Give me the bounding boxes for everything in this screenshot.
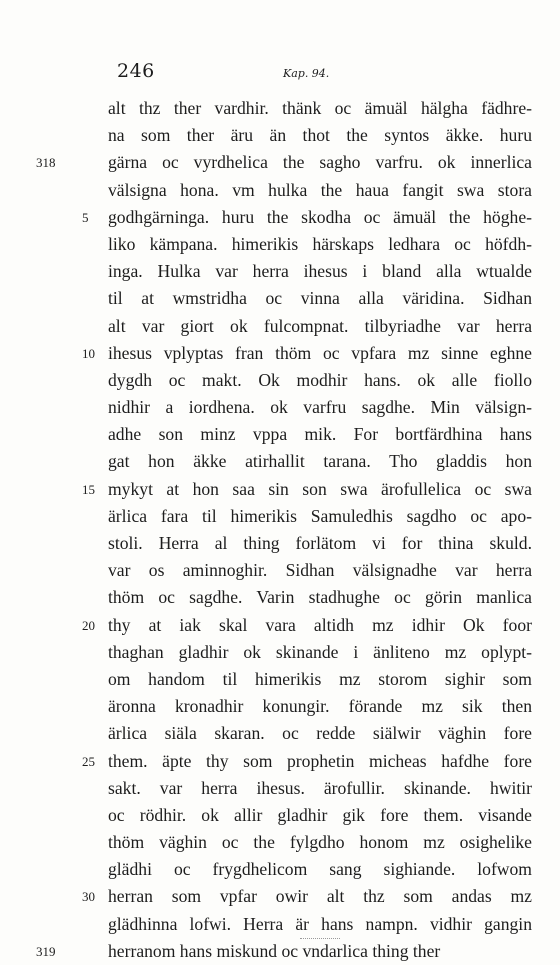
line-text: stoli. Herra al thing forlätom vi for thina skuld. [108,533,532,553]
text-line [0,258,560,285]
text-line [0,149,560,176]
line-text: them. äpte thy som prophetin micheas hafdhe fore [108,750,532,771]
text-line [0,421,560,448]
line-text: na som ther äru än thot the syntos äkke. huru [108,125,532,146]
line-text: dygdh oc makt. Ok modhir hans. ok alle fiollo [108,369,532,390]
line-text: var os aminnoghir. Sidhan välsignadhe var herra [108,560,532,581]
line-number: 10 [82,345,95,361]
text-line [0,748,560,775]
line-number: 25 [82,753,95,769]
line-number: 15 [82,481,95,497]
text-line [0,476,560,503]
text-line [0,122,560,149]
text-line [0,313,560,340]
text-line [0,448,560,475]
running-head: Kap. 94. [283,67,330,80]
text-line [0,367,560,394]
line-number: 30 [82,889,95,905]
text-line [0,503,560,530]
text-line [0,530,560,557]
text-line [0,340,560,367]
line-text: glädhi oc frygdhelicom sang sighiande. lofwom [108,859,532,880]
line-text: thöm oc sagdhe. Varin stadhughe oc görin manlica [108,587,532,608]
text-line [0,666,560,693]
text-line [0,802,560,829]
line-text: alt var giort ok fulcompnat. tilbyriadhe var herra [108,315,532,336]
text-line [0,584,560,611]
line-number: 5 [82,209,89,225]
line-text: sakt. var herra ihesus. ärofullir. skinande. hwitir [108,777,532,798]
line-text: oc rödhir. ok allir gladhir gik fore them. visande [108,804,532,825]
page-number: 246 [117,60,155,82]
text-line [0,883,560,910]
text-line [0,285,560,312]
text-line [0,177,560,204]
line-text: gärna oc vyrdhelica the sagho varfru. ok innerlica [108,152,532,173]
text-line [0,639,560,666]
text-line [0,829,560,856]
line-text: ärlica siäla skaran. oc redde siälwir väghin fore [108,723,532,744]
line-text: nidhir a iordhena. ok varfru sagdhe. Min välsign- [108,397,532,418]
line-text: ihesus vplyptas fran thöm oc vpfara mz sinne eghne [108,342,532,363]
line-number: 20 [82,617,95,633]
text-line [0,720,560,747]
line-text: mykyt at hon saa sin son swa ärofullelica oc swa [108,478,532,499]
line-text: äronna kronadhir konungir. förande mz sik then [108,696,532,717]
line-text: välsigna hona. vm hulka the haua fangit swa stora [108,179,532,200]
line-text: inga. Hulka var herra ihesus i bland alla wtualde [108,261,532,282]
text-line [0,204,560,231]
text-line [0,612,560,639]
text-body [0,95,560,965]
scan-artifact [300,938,340,940]
line-text: om handom til himerikis mz storom sighir som [108,668,532,689]
text-line [0,557,560,584]
text-line [0,231,560,258]
text-line [0,775,560,802]
line-text: gat hon äkke atirhallit tarana. Tho gladdis hon [108,451,532,472]
line-text: ärlica fara til himerikis Samuledhis sagdho oc apo- [108,505,532,526]
text-line [0,693,560,720]
line-text: herranom hans miskund oc vndarlica thing ther [108,940,441,961]
text-line [0,394,560,421]
line-text: liko kämpana. himerikis härskaps ledhara oc höfdh- [108,233,532,254]
line-text: adhe son minz vppa mik. For bortfärdhina hans [108,424,532,445]
text-line [0,95,560,122]
margin-reference: 319 [36,943,56,959]
line-text: thöm väghin oc the fylgdho honom mz osighelike [108,832,532,853]
margin-reference: 318 [36,155,56,171]
line-text: til at wmstridha oc vinna alla väridina. Sidhan [108,288,532,309]
text-line [0,911,560,938]
text-line [0,856,560,883]
line-text: thy at iak skal vara altidh mz idhir Ok foor [108,614,532,635]
line-text: godhgärninga. huru the skodha oc ämuäl the höghe- [108,206,532,227]
line-text: thaghan gladhir ok skinande i änliteno mz oplypt- [108,641,532,662]
line-text: herran som vpfar owir alt thz som andas mz [108,886,532,907]
line-text: glädhinna lofwi. Herra är hans nampn. vidhir gangin [108,913,532,934]
text-line [0,938,560,965]
line-text: alt thz ther vardhir. thänk oc ämuäl hälgha fädhre- [108,98,532,118]
